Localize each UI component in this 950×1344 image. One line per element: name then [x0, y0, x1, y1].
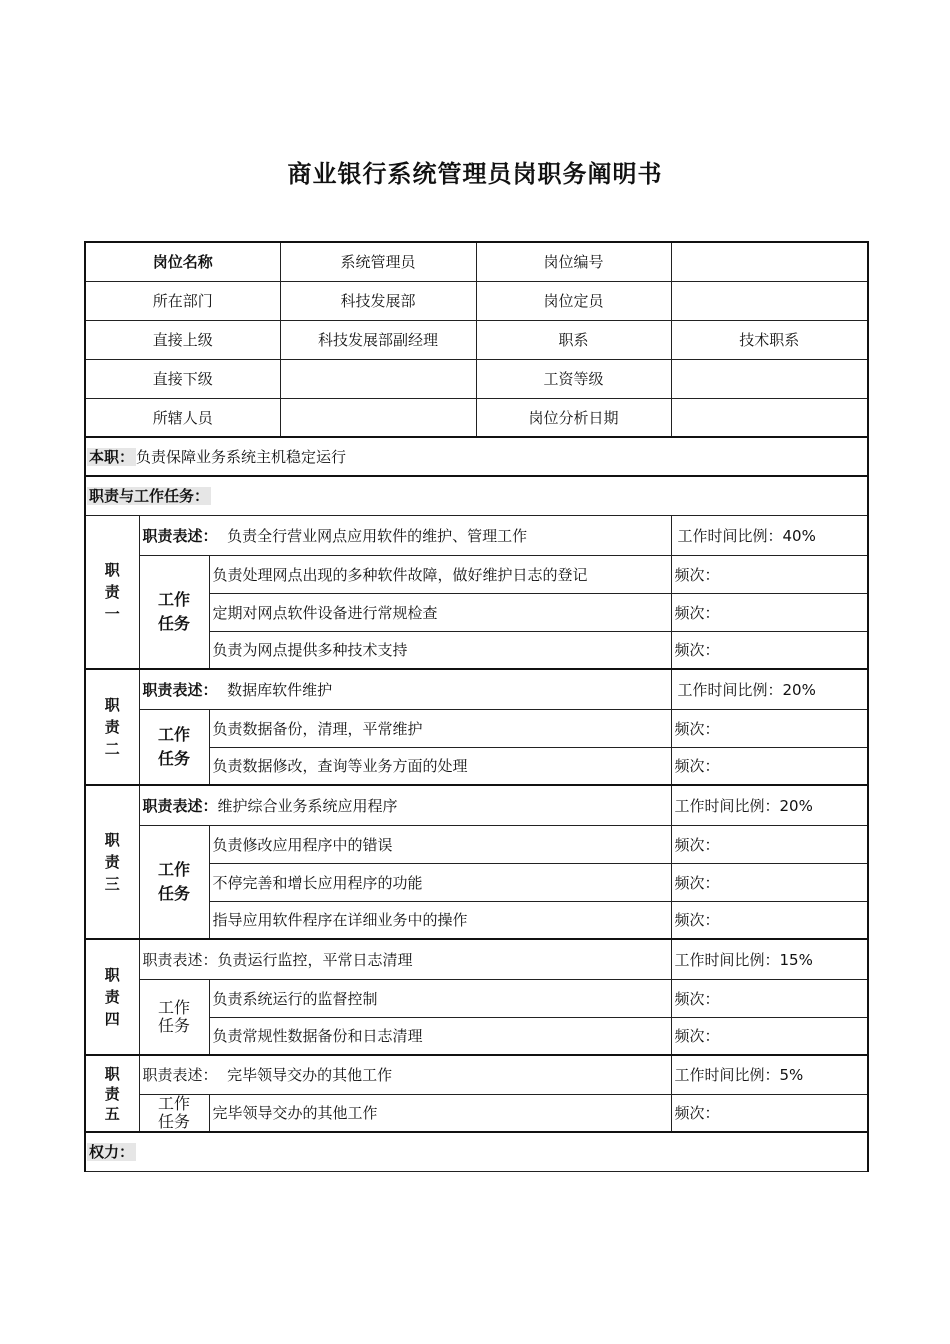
duty-3-task-2-freq: 频次：	[671, 863, 868, 901]
duty-1-task-1-freq: 频次：	[671, 555, 868, 593]
duty-1-task-3: 负责为网点提供多种技术支持	[209, 631, 671, 669]
power-label: 权力：	[89, 1143, 135, 1162]
duty-3-task-3-freq: 频次：	[671, 901, 868, 939]
duty-statement-label: 职责表述：	[142, 1066, 218, 1085]
basic-label-position-number: 岗位编号	[476, 242, 671, 281]
mission-label: 本职：	[89, 448, 135, 466]
duty-1-tasks-label: 工作 任务	[139, 555, 209, 669]
basic-value-subordinates	[280, 359, 476, 398]
basic-value-position-number	[671, 242, 868, 281]
basic-label-job-family: 职系	[476, 320, 671, 359]
task-row	[85, 709, 868, 747]
duty-2-task-1: 负责数据备份，清理，平常维护	[209, 709, 671, 747]
basic-value-analysis-date	[671, 398, 868, 437]
basic-row	[85, 398, 868, 437]
duty-3-label: 职 责 三	[85, 785, 139, 939]
basic-row	[85, 281, 868, 320]
mission-text: 负责保障业务系统主机稳定运行	[136, 448, 347, 466]
duty-3-task-2: 不停完善和增长应用程序的功能	[209, 863, 671, 901]
basic-label-analysis-date: 岗位分析日期	[476, 398, 671, 437]
duty-4-task-2-freq: 频次：	[671, 1017, 868, 1055]
basic-value-job-family: 技术职系	[671, 320, 868, 359]
duty-2-ratio: 工作时间比例：20%	[671, 669, 868, 709]
duty-2-task-1-freq: 频次：	[671, 709, 868, 747]
duty-statement-row	[85, 939, 868, 979]
basic-value-supervisor: 科技发展部副经理	[280, 320, 476, 359]
duty-1-task-1: 负责处理网点出现的多种软件故障，做好维护日志的登记	[209, 555, 671, 593]
basic-value-staff	[280, 398, 476, 437]
task-row	[85, 555, 868, 593]
duty-statement-label: 职责表述：	[142, 796, 218, 815]
duty-4-tasks-label: 工作 任务	[139, 979, 209, 1055]
basic-label-staff: 所辖人员	[85, 398, 280, 437]
duty-4-task-2: 负责常规性数据备份和日志清理	[209, 1017, 671, 1055]
duty-2-statement: 数据库软件维护	[227, 680, 333, 699]
document-title: 商业银行系统管理员岗职务阐明书	[287, 160, 663, 188]
power-row	[85, 1132, 868, 1171]
basic-value-department: 科技发展部	[280, 281, 476, 320]
duty-statement-row	[85, 669, 868, 709]
task-row	[85, 979, 868, 1017]
duties-header: 职责与工作任务：	[89, 487, 210, 506]
basic-row	[85, 242, 868, 281]
duty-1-label: 职 责 一	[85, 515, 139, 669]
duty-4-task-1: 负责系统运行的监督控制	[209, 979, 671, 1017]
duties-header-row	[85, 476, 868, 515]
basic-label-department: 所在部门	[85, 281, 280, 320]
duty-2-task-2-freq: 频次：	[671, 747, 868, 785]
duty-5-tasks-label: 工作 任务	[139, 1094, 209, 1132]
duty-4-task-1-freq: 频次：	[671, 979, 868, 1017]
basic-value-salary-grade	[671, 359, 868, 398]
basic-label-salary-grade: 工资等级	[476, 359, 671, 398]
duty-2-tasks-label: 工作 任务	[139, 709, 209, 785]
duty-1-statement: 负责全行营业网点应用软件的维护、管理工作	[227, 526, 528, 545]
basic-value-headcount	[671, 281, 868, 320]
duty-5-task-1-freq: 频次：	[671, 1094, 868, 1132]
duty-1-task-3-freq: 频次：	[671, 631, 868, 669]
duty-3-statement: 维护综合业务系统应用程序	[217, 796, 398, 815]
basic-label-headcount: 岗位定员	[476, 281, 671, 320]
basic-label-subordinates: 直接下级	[85, 359, 280, 398]
duty-3-task-1: 负责修改应用程序中的错误	[209, 825, 671, 863]
job-description-table	[84, 241, 869, 1172]
duty-statement-label: 职责表述：	[142, 680, 218, 699]
duty-5-ratio: 工作时间比例：5%	[671, 1055, 868, 1094]
duty-5-task-1: 完毕领导交办的其他工作	[209, 1094, 671, 1132]
task-row	[85, 825, 868, 863]
duty-2-task-2: 负责数据修改，查询等业务方面的处理	[209, 747, 671, 785]
duty-statement-row	[85, 515, 868, 555]
basic-label-supervisor: 直接上级	[85, 320, 280, 359]
mission-row	[85, 437, 868, 476]
duty-1-ratio: 工作时间比例：40%	[671, 515, 868, 555]
duty-1-task-2-freq: 频次：	[671, 593, 868, 631]
duty-4-label: 职 责 四	[85, 939, 139, 1055]
duty-2-label: 职 责 二	[85, 669, 139, 785]
duty-4-statement: 负责运行监控，平常日志清理	[217, 950, 413, 969]
duty-statement-label: 职责表述：	[142, 526, 218, 545]
duty-statement-row	[85, 1055, 868, 1094]
basic-value-position-name: 系统管理员	[280, 242, 476, 281]
basic-row	[85, 320, 868, 359]
duty-3-task-3: 指导应用软件程序在详细业务中的操作	[209, 901, 671, 939]
duty-4-ratio: 工作时间比例：15%	[671, 939, 868, 979]
task-row	[85, 1094, 868, 1132]
basic-row	[85, 359, 868, 398]
basic-label-position-name: 岗位名称	[85, 242, 280, 281]
duty-statement-row	[85, 785, 868, 825]
duty-statement-label: 职责表述：	[142, 950, 218, 969]
duty-3-ratio: 工作时间比例：20%	[671, 785, 868, 825]
duty-3-task-1-freq: 频次：	[671, 825, 868, 863]
duty-1-task-2: 定期对网点软件设备进行常规检查	[209, 593, 671, 631]
duty-3-tasks-label: 工作 任务	[139, 825, 209, 939]
duty-5-statement: 完毕领导交办的其他工作	[227, 1066, 393, 1085]
duty-5-label: 职 责 五	[85, 1055, 139, 1132]
